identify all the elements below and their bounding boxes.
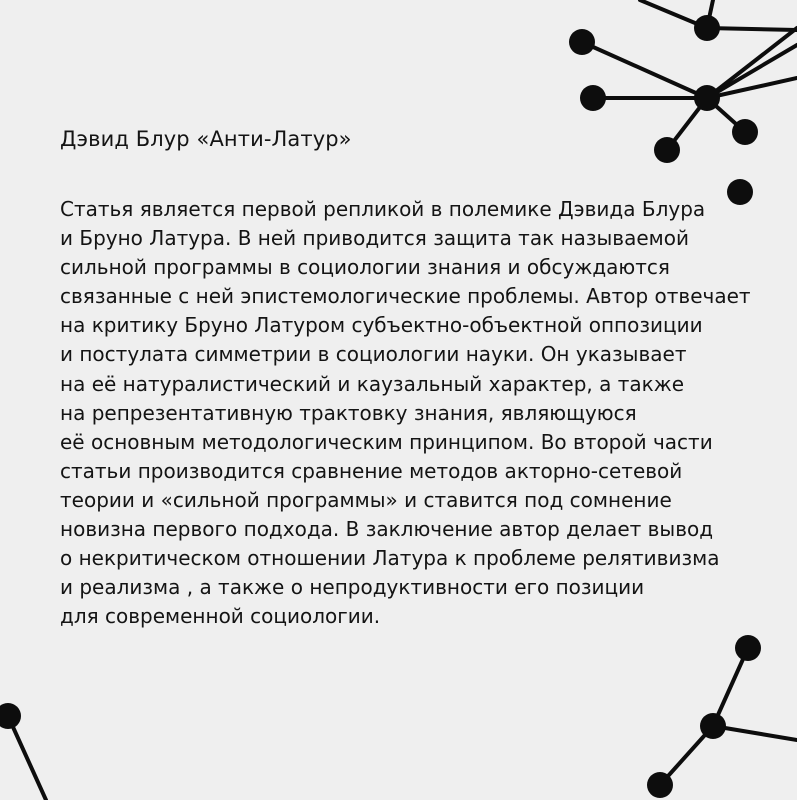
abstract-line: на репрезентативную трактовку знания, являющуюся xyxy=(60,400,637,425)
abstract-line: сильной программы в социологии знания и обсуждаются xyxy=(60,255,670,280)
network-node xyxy=(735,635,761,661)
abstract-line: для современной социологии. xyxy=(60,604,381,629)
network-node xyxy=(694,85,720,111)
abstract-line: и реализма , а также о непродуктивности его позиции xyxy=(60,575,645,600)
article-abstract xyxy=(60,195,770,631)
network-node xyxy=(0,703,21,729)
abstract-line: и Бруно Латура. В ней приводится защита так называемой xyxy=(60,226,689,251)
abstract-line: статьи производится сравнение методов акторно-сетевой xyxy=(60,458,683,483)
abstract-line: новизна первого подхода. В заключение автор делает вывод xyxy=(60,517,714,542)
abstract-line: на её натуралистический и каузальный характер, а также xyxy=(60,371,685,396)
abstract-line: теории и «сильной программы» и ставится под сомнение xyxy=(60,487,672,512)
abstract-line: связанные с ней эпистемологические проблемы. Автор отвечает xyxy=(60,284,751,309)
network-node xyxy=(694,15,720,41)
network-node xyxy=(569,29,595,55)
abstract-line: и постулата симметрии в социологии науки. Он указывает xyxy=(60,342,687,367)
network-node xyxy=(580,85,606,111)
article-card xyxy=(60,124,770,631)
network-bottom-right xyxy=(660,648,797,785)
abstract-line: её основным методологическим принципом. Во второй части xyxy=(60,429,713,454)
abstract-line: Статья является первой репликой в полемике Дэвида Блура xyxy=(60,197,706,221)
abstract-line: о некритическом отношении Латура к проблеме релятивизма xyxy=(60,546,720,571)
article-title: Дэвид Блур «Анти-Латур» xyxy=(60,127,352,151)
network-node xyxy=(647,772,673,798)
network-bottom-left xyxy=(0,712,46,800)
abstract-line: на критику Бруно Латуром субъектно-объектной оппозиции xyxy=(60,313,703,338)
network-node xyxy=(700,713,726,739)
